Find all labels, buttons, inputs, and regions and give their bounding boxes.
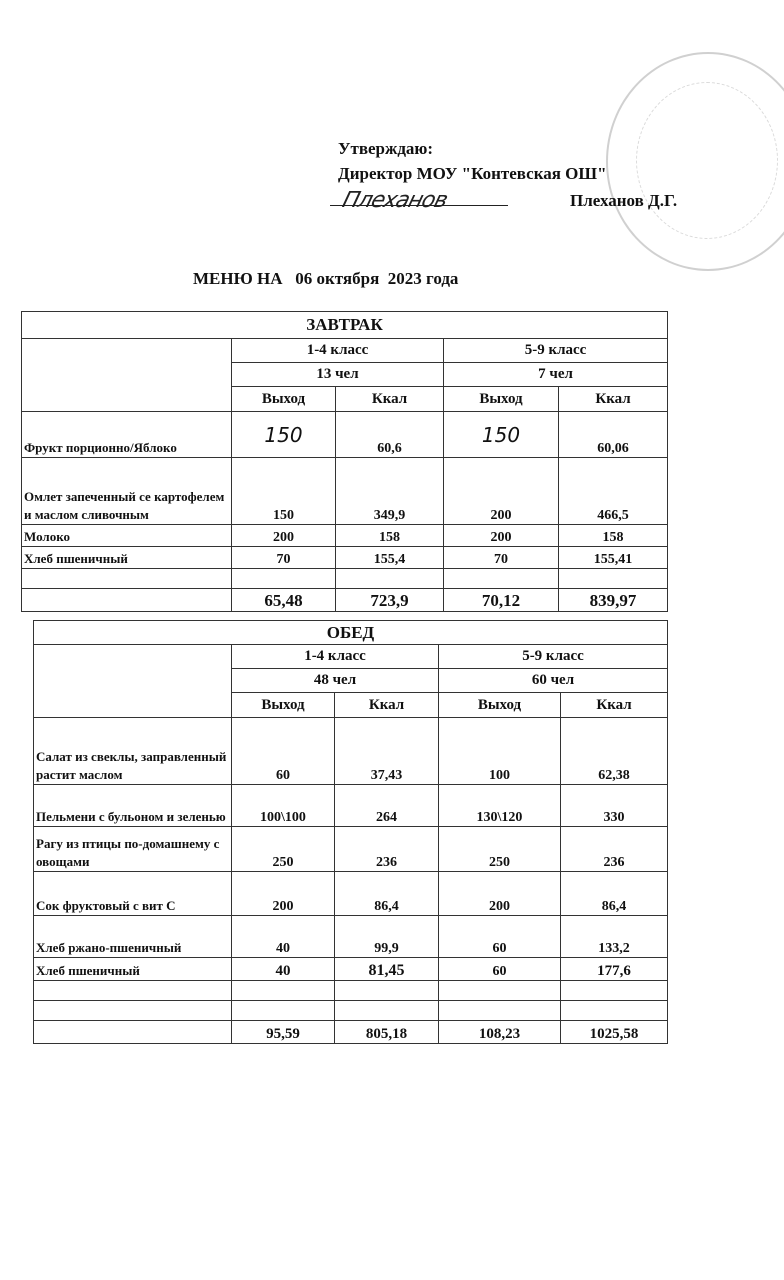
- dish-name: Хлеб пшеничный: [22, 547, 232, 569]
- table-row: [34, 958, 668, 981]
- output-value: 40: [232, 916, 335, 958]
- kcal-value: 86,4: [335, 872, 439, 916]
- breakfast-col-kcal-2: Ккал: [559, 387, 668, 412]
- lunch-col-kcal-2: Ккал: [561, 693, 668, 718]
- kcal-value: 62,38: [561, 718, 668, 785]
- total-output: 65,48: [232, 589, 336, 612]
- total-kcal: 1025,58: [561, 1021, 668, 1044]
- kcal-value: 60,06: [559, 412, 668, 458]
- total-kcal: 839,97: [559, 589, 668, 612]
- official-stamp-inner-ring: [636, 82, 778, 239]
- table-row: [34, 916, 668, 958]
- breakfast-col-kcal-1: Ккал: [336, 387, 444, 412]
- output-value: 130\120: [439, 785, 561, 827]
- output-value: 250: [232, 827, 335, 872]
- total-output: 95,59: [232, 1021, 335, 1044]
- output-value: 70: [232, 547, 336, 569]
- handwritten-signature: Плеханов: [339, 188, 450, 213]
- kcal-value: 81,45: [335, 958, 439, 981]
- table-row: [34, 827, 668, 872]
- output-value: 150: [232, 412, 336, 458]
- output-value: 200: [444, 525, 559, 547]
- output-value: 60: [232, 718, 335, 785]
- signature-line: [330, 205, 508, 206]
- total-output: 108,23: [439, 1021, 561, 1044]
- kcal-value: 158: [559, 525, 668, 547]
- dish-name: Фрукт порционно/Яблоко: [22, 412, 232, 458]
- breakfast-title: ЗАВТРАК: [22, 312, 668, 339]
- kcal-value: 155,4: [336, 547, 444, 569]
- approval-label: Утверждаю:: [338, 139, 434, 158]
- table-row: [34, 718, 668, 785]
- kcal-value: 60,6: [336, 412, 444, 458]
- table-row: [22, 525, 668, 547]
- table-row-total: [22, 589, 668, 612]
- table-row: [22, 547, 668, 569]
- dish-name: Хлеб ржано-пшеничный: [34, 916, 232, 958]
- lunch-col-kcal-1: Ккал: [335, 693, 439, 718]
- dish-name: Молоко: [22, 525, 232, 547]
- kcal-value: 155,41: [559, 547, 668, 569]
- output-value: 200: [232, 525, 336, 547]
- table-row: [22, 458, 668, 525]
- breakfast-group-1: 1-4 класс: [232, 339, 444, 363]
- director-title: Директор МОУ "Контевская ОШ": [338, 164, 607, 183]
- output-value: 70: [444, 547, 559, 569]
- table-row: [34, 785, 668, 827]
- lunch-header-blank: [34, 645, 232, 718]
- output-value: 100\100: [232, 785, 335, 827]
- lunch-count-2: 60 чел: [439, 669, 668, 693]
- lunch-col-out-1: Выход: [232, 693, 335, 718]
- total-kcal: 723,9: [336, 589, 444, 612]
- dish-name: Салат из свеклы, заправленный растит маслом: [34, 718, 232, 785]
- kcal-value: 177,6: [561, 958, 668, 981]
- output-value: 40: [232, 958, 335, 981]
- kcal-value: 236: [335, 827, 439, 872]
- dish-name: Сок фруктовый с вит С: [34, 872, 232, 916]
- approval-block: [338, 136, 607, 186]
- output-value: 200: [439, 872, 561, 916]
- breakfast-count-1: 13 чел: [232, 363, 444, 387]
- menu-title: МЕНЮ НА 06 октября 2023 года: [193, 269, 459, 288]
- output-value: 200: [232, 872, 335, 916]
- total-kcal: 805,18: [335, 1021, 439, 1044]
- total-output: 70,12: [444, 589, 559, 612]
- output-value: 60: [439, 916, 561, 958]
- table-row-empty: [34, 981, 668, 1001]
- table-row: [34, 872, 668, 916]
- lunch-col-out-2: Выход: [439, 693, 561, 718]
- lunch-group-1: 1-4 класс: [232, 645, 439, 669]
- kcal-value: 466,5: [559, 458, 668, 525]
- kcal-value: 349,9: [336, 458, 444, 525]
- dish-name: Пельмени с бульоном и зеленью: [34, 785, 232, 827]
- lunch-table: [33, 620, 668, 1044]
- breakfast-table: [21, 311, 668, 612]
- breakfast-group-2: 5-9 класс: [444, 339, 668, 363]
- lunch-group-2: 5-9 класс: [439, 645, 668, 669]
- output-value: 60: [439, 958, 561, 981]
- kcal-value: 330: [561, 785, 668, 827]
- lunch-title: ОБЕД: [34, 621, 668, 645]
- lunch-count-1: 48 чел: [232, 669, 439, 693]
- breakfast-col-out-1: Выход: [232, 387, 336, 412]
- output-value: 150: [444, 412, 559, 458]
- output-value: 200: [444, 458, 559, 525]
- kcal-value: 37,43: [335, 718, 439, 785]
- output-value: 150: [232, 458, 336, 525]
- table-row-empty: [22, 569, 668, 589]
- breakfast-header-blank: [22, 339, 232, 412]
- table-row: [22, 412, 668, 458]
- dish-name: Хлеб пшеничный: [34, 958, 232, 981]
- director-name: Плеханов Д.Г.: [570, 191, 678, 210]
- dish-name: Рагу из птицы по-домашнему с овощами: [34, 827, 232, 872]
- kcal-value: 99,9: [335, 916, 439, 958]
- output-value: 250: [439, 827, 561, 872]
- table-row-empty: [34, 1001, 668, 1021]
- kcal-value: 264: [335, 785, 439, 827]
- dish-name: Омлет запеченный се картофелем и маслом сливочным: [22, 458, 232, 525]
- output-value: 100: [439, 718, 561, 785]
- breakfast-count-2: 7 чел: [444, 363, 668, 387]
- kcal-value: 236: [561, 827, 668, 872]
- kcal-value: 158: [336, 525, 444, 547]
- kcal-value: 133,2: [561, 916, 668, 958]
- kcal-value: 86,4: [561, 872, 668, 916]
- table-row-total: [34, 1021, 668, 1044]
- breakfast-col-out-2: Выход: [444, 387, 559, 412]
